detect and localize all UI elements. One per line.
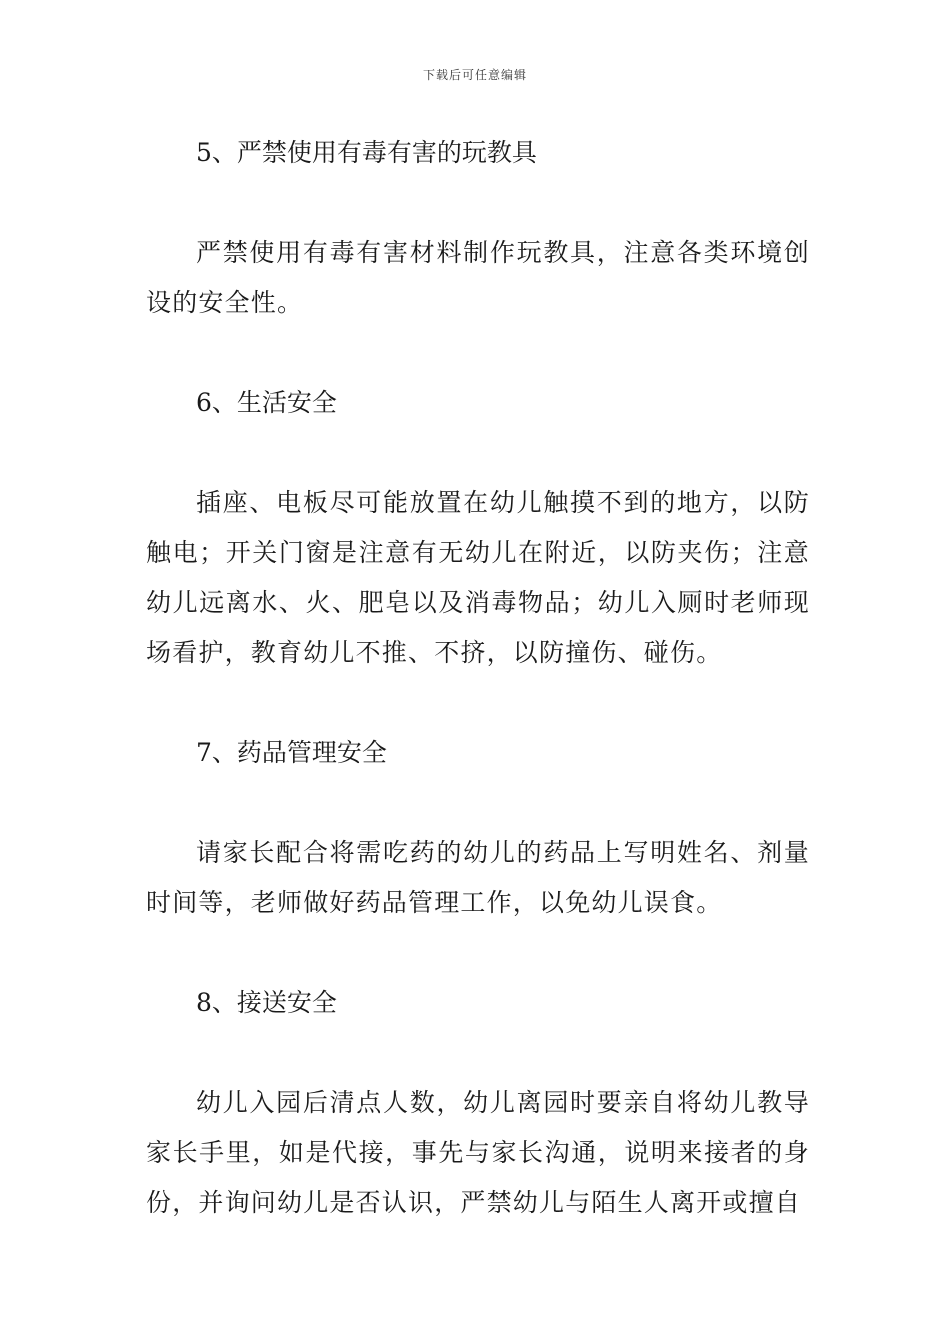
- section-heading-8: 8、接送安全: [196, 988, 337, 1017]
- section-body-6: 插座、电板尽可能放置在幼儿触摸不到的地方，以防触电；开关门窗是注意有无幼儿在附近，以防夹伤；注意幼儿远离水、火、肥皂以及消毒物品；幼儿入厕时老师现场看护，教育幼儿不推、不挤，以防撞伤、碰伤。: [146, 488, 810, 667]
- spacer: [146, 928, 810, 978]
- section-heading-5: 5、严禁使用有毒有害的玩教具: [196, 138, 537, 167]
- section-body-8: 幼儿入园后清点人数，幼儿离园时要亲自将幼儿教导家长手里，如是代接，事先与家长沟通，说明来接者的身份，并询问幼儿是否认识，严禁幼儿与陌生人离开或擅自: [146, 1088, 810, 1217]
- spacer: [146, 1028, 810, 1078]
- section-body-7: 请家长配合将需吃药的幼儿的药品上写明姓名、剂量时间等，老师做好药品管理工作，以免幼儿误食。: [146, 838, 810, 917]
- section-heading-7: 7、药品管理安全: [196, 738, 387, 767]
- section-heading-6: 6、生活安全: [196, 388, 337, 417]
- document-body: [146, 128, 810, 1228]
- spacer: [146, 178, 810, 228]
- page-header-note: 下载后可任意编辑: [422, 68, 527, 82]
- section-body-5: 严禁使用有毒有害材料制作玩教具，注意各类环境创设的安全性。: [146, 238, 810, 317]
- spacer: [146, 778, 810, 828]
- spacer: [146, 678, 810, 728]
- spacer: [146, 328, 810, 378]
- spacer: [146, 428, 810, 478]
